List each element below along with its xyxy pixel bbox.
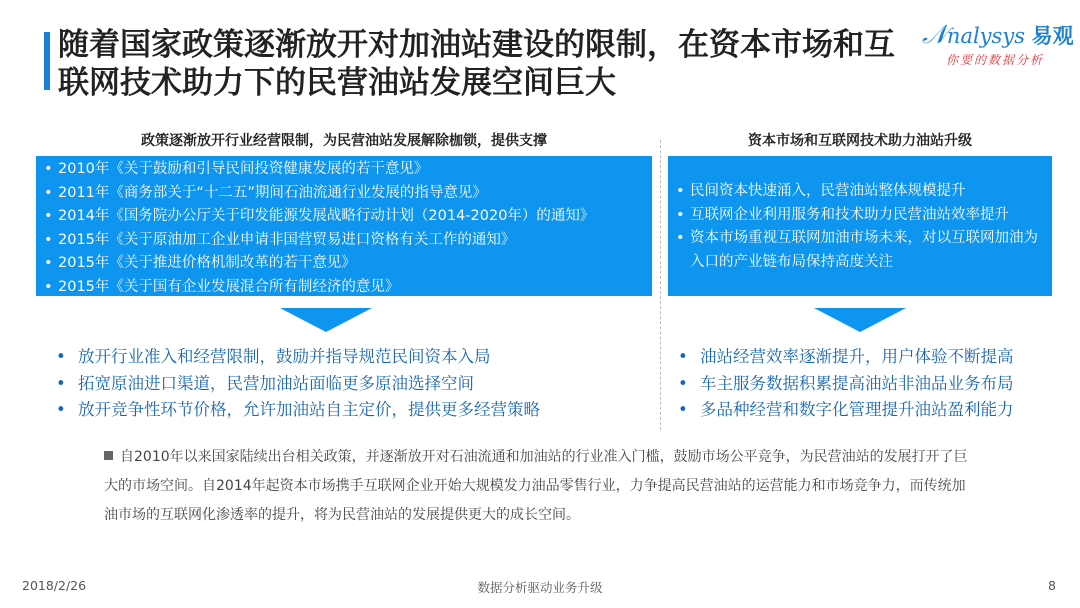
right-outcome-list bbox=[672, 344, 1062, 424]
page-title: 随着国家政策逐渐放开对加油站建设的限制，在资本市场和互联网技术助力下的民营油站发展空间巨大 bbox=[58, 27, 895, 101]
page-number: 8 bbox=[1048, 578, 1056, 593]
driver-item: • 民间资本快速涌入，民营油站整体规模提升 bbox=[668, 180, 1052, 204]
down-arrow-icon bbox=[814, 308, 906, 332]
policy-item: • 2015年《关于国有企业发展混合所有制经济的意见》 bbox=[36, 276, 652, 300]
down-arrow-icon bbox=[280, 308, 372, 332]
logo-cn: 易观 bbox=[1031, 24, 1074, 48]
logo-wordmark: 𝒩nalysys 易观 bbox=[922, 20, 1074, 50]
summary-note-text: 自2010年以来国家陆续出台相关政策，并逐渐放开对石油流通和加油站的行业准入门槛，鼓励市场公平竞争，为民营油站的发展打开了巨大的市场空间。自2014年起资本市场携手互联网企业开始大规模发力油品零售行业，力争提高民营油站的运营能力和市场竞争力，而传统加油市场的互联网化渗透率的提升，将为民营油站的发展提供更大的成长空间。 bbox=[104, 449, 968, 523]
right-column-heading: 资本市场和互联网技术助力油站升级 bbox=[748, 133, 972, 149]
outcome-item: • 放开竞争性环节价格，允许加油站自主定价，提供更多经营策略 bbox=[50, 397, 650, 424]
left-column-heading: 政策逐渐放开行业经营限制，为民营油站发展解除枷锁，提供支撑 bbox=[141, 133, 547, 149]
logo-text: nalysys bbox=[946, 24, 1025, 48]
policy-item: • 2014年《国务院办公厅关于印发能源发展战略行动计划（2014-2020年）的通知》 bbox=[36, 205, 652, 229]
outcome-item: • 油站经营效率逐渐提升，用户体验不断提高 bbox=[672, 344, 1062, 371]
analysys-logo bbox=[922, 20, 1074, 70]
policy-list-box bbox=[36, 156, 652, 296]
outcome-item: • 放开行业准入和经营限制，鼓励并指导规范民间资本入局 bbox=[50, 344, 650, 371]
driver-item: • 资本市场重视互联网加油市场未来，对以互联网加油为入口的产业链布局保持高度关注 bbox=[668, 227, 1052, 274]
column-divider bbox=[660, 140, 661, 430]
outcome-item: • 多品种经营和数字化管理提升油站盈利能力 bbox=[672, 397, 1062, 424]
policy-item: • 2010年《关于鼓励和引导民间投资健康发展的若干意见》 bbox=[36, 158, 652, 182]
footer-date: 2018/2/26 bbox=[22, 578, 87, 593]
title-accent-bar bbox=[44, 32, 50, 90]
outcome-item: • 拓宽原油进口渠道，民营加油站面临更多原油选择空间 bbox=[50, 371, 650, 398]
footer-slogan: 数据分析驱动业务升级 bbox=[477, 580, 603, 595]
driver-item: • 互联网企业利用服务和技术助力民营油站效率提升 bbox=[668, 204, 1052, 228]
policy-item: • 2015年《关于原油加工企业申请非国营贸易进口资格有关工作的通知》 bbox=[36, 229, 652, 253]
driver-list-box bbox=[668, 156, 1052, 296]
outcome-item: • 车主服务数据积累提高油站非油品业务布局 bbox=[672, 371, 1062, 398]
policy-item: • 2011年《商务部关于“十二五”期间石油流通行业发展的指导意见》 bbox=[36, 182, 652, 206]
left-outcome-list bbox=[50, 344, 650, 424]
policy-item: • 2015年《关于推进价格机制改革的若干意见》 bbox=[36, 252, 652, 276]
summary-note bbox=[104, 443, 974, 530]
logo-slogan: 你要的数据分析 bbox=[946, 53, 1045, 67]
